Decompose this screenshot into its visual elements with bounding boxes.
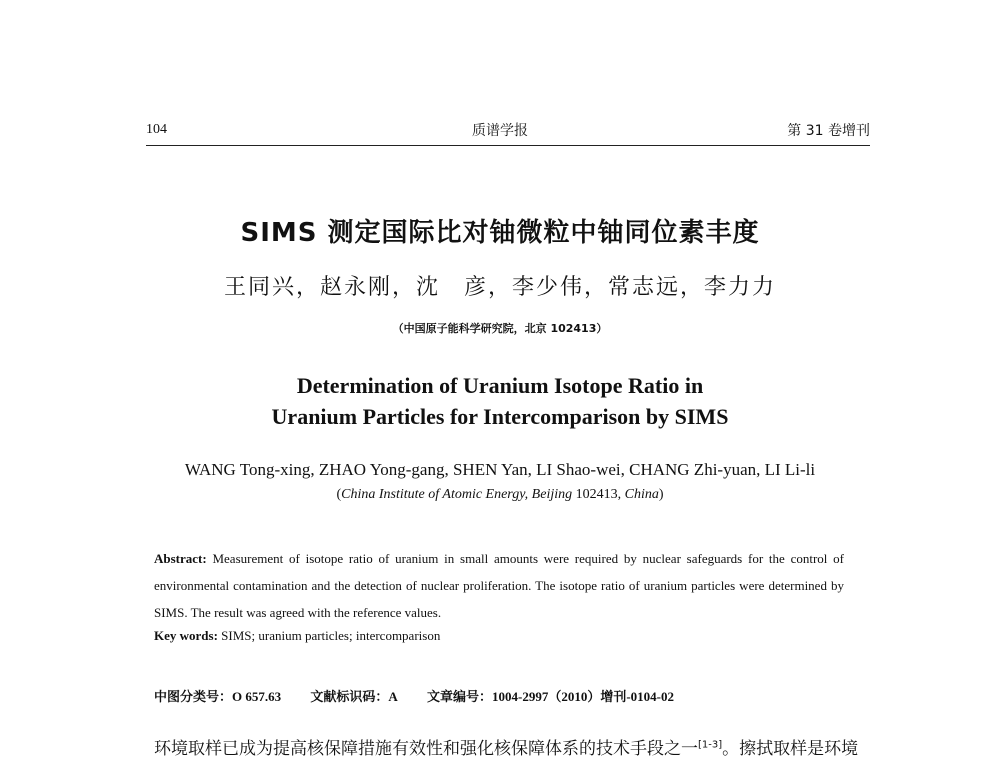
keywords-label: Key words: [154, 628, 218, 643]
affiliation-country: China [624, 487, 659, 502]
body-text-after: 。擦拭取样是环境 [722, 739, 859, 759]
affiliation-postcode: 102413, [572, 487, 625, 502]
classification-line [154, 686, 700, 705]
article-number: 文章编号：1004-2997（2010）增刊-0104-02 [427, 689, 675, 704]
abstract-text: Measurement of isotope ratio of uranium in small amounts were required by nuclear safeguards for the control of environmental contamination and the detection of nuclear proliferation. The isotope ratio of uranium particles were determined by SIMS. The result was agreed with the reference values. [154, 551, 844, 620]
abstract-label: Abstract: [154, 551, 207, 566]
title-english [0, 370, 1000, 432]
title-english-line2: Uranium Particles for Intercomparison by SIMS [271, 404, 729, 429]
body-text-before: 环境取样已成为提高核保障措施有效性和强化核保障体系的技术手段之一 [154, 739, 698, 759]
title-chinese: SIMS 测定国际比对铀微粒中铀同位素丰度 [240, 218, 760, 248]
body-paragraph [154, 734, 858, 759]
affiliation-chinese: （中国原子能科学研究院，北京 102413） [392, 322, 608, 335]
authors-chinese: 王同兴，赵永刚，沈 彦，李少伟，常志远，李力力 [223, 275, 776, 300]
journal-name: 质谱学报 [472, 123, 528, 139]
title-english-line1: Determination of Uranium Isotope Ratio in [296, 373, 704, 398]
citation[interactable]: [1-3] [698, 739, 723, 751]
keywords-text: SIMS; uranium particles; intercomparison [217, 628, 441, 643]
keywords [154, 628, 440, 644]
page-number: 104 [146, 122, 167, 137]
abstract [154, 545, 844, 626]
header-rule [146, 145, 870, 146]
clc-number: 中图分类号：O 657.63 [154, 689, 282, 704]
affiliation-institute: China Institute of Atomic Energy, Beijing [341, 487, 573, 502]
affiliation-english: (China Institute of Atomic Energy, Beijing 102413, China) [336, 487, 664, 502]
volume-label: 第 31 卷增刊 [787, 123, 870, 139]
authors-english: WANG Tong-xing, ZHAO Yong-gang, SHEN Yan, LI Shao-wei, CHANG Zhi-yuan, LI Li-li [184, 460, 816, 479]
document-code: 文献标识码：A [310, 689, 398, 704]
